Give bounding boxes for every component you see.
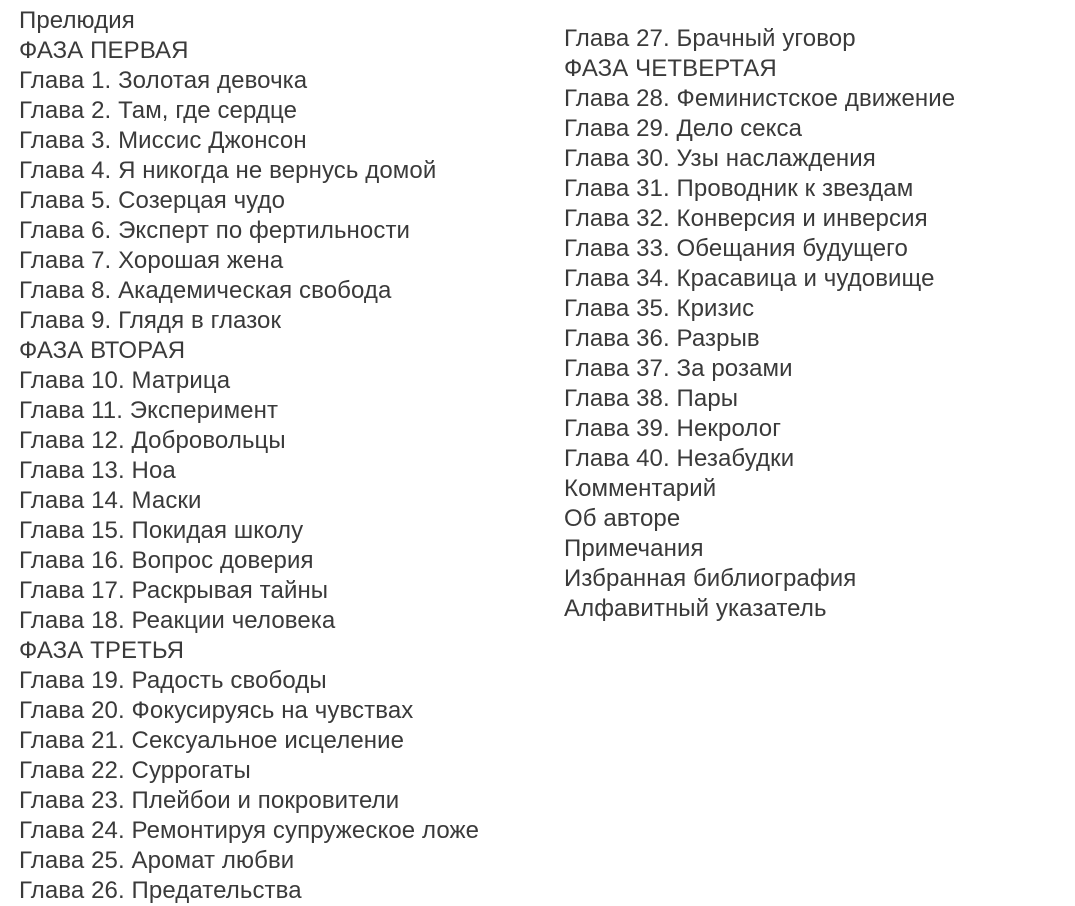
toc-entry-chapter-33: Глава 33. Обещания будущего bbox=[564, 235, 908, 262]
toc-entry-chapter-35: Глава 35. Кризис bbox=[564, 295, 755, 322]
toc-entry-chapter-36: Глава 36. Разрыв bbox=[564, 325, 760, 352]
toc-entry-chapter-22: Глава 22. Суррогаты bbox=[19, 757, 251, 784]
toc-left-column bbox=[19, 6, 559, 906]
toc-entry-chapter-29: Глава 29. Дело секса bbox=[564, 115, 803, 142]
toc-entry-chapter-1: Глава 1. Золотая девочка bbox=[19, 67, 308, 94]
toc-entry-chapter-14: Глава 14. Маски bbox=[19, 487, 202, 514]
toc-phase-four-heading: ФАЗА ЧЕТВЕРТАЯ bbox=[564, 55, 777, 82]
toc-entry-chapter-39: Глава 39. Некролог bbox=[564, 415, 782, 442]
toc-entry-chapter-2: Глава 2. Там, где сердце bbox=[19, 97, 298, 124]
toc-entry-chapter-4: Глава 4. Я никогда не вернусь домой bbox=[19, 157, 437, 184]
toc-entry-commentary: Комментарий bbox=[564, 475, 717, 502]
toc-entry-chapter-38: Глава 38. Пары bbox=[564, 385, 739, 412]
toc-phase-one-heading: ФАЗА ПЕРВАЯ bbox=[19, 37, 189, 64]
toc-entry-chapter-13: Глава 13. Ноа bbox=[19, 457, 176, 484]
toc-entry-about-author: Об авторе bbox=[564, 505, 681, 532]
toc-right-column bbox=[564, 24, 1064, 624]
toc-entry-chapter-24: Глава 24. Ремонтируя супружеское ложе bbox=[19, 817, 480, 844]
toc-entry-chapter-37: Глава 37. За розами bbox=[564, 355, 793, 382]
toc-entry-notes: Примечания bbox=[564, 535, 704, 562]
toc-entry-chapter-20: Глава 20. Фокусируясь на чувствах bbox=[19, 697, 414, 724]
toc-entry-chapter-21: Глава 21. Сексуальное исцеление bbox=[19, 727, 405, 754]
toc-entry-chapter-18: Глава 18. Реакции человека bbox=[19, 607, 336, 634]
toc-entry-chapter-8: Глава 8. Академическая свобода bbox=[19, 277, 392, 304]
toc-entry-chapter-34: Глава 34. Красавица и чудовище bbox=[564, 265, 935, 292]
toc-entry-chapter-7: Глава 7. Хорошая жена bbox=[19, 247, 284, 274]
toc-entry-chapter-6: Глава 6. Эксперт по фертильности bbox=[19, 217, 411, 244]
toc-entry-prelude: Прелюдия bbox=[19, 7, 135, 34]
toc-entry-chapter-9: Глава 9. Глядя в глазок bbox=[19, 307, 282, 334]
toc-entry-chapter-5: Глава 5. Созерцая чудо bbox=[19, 187, 286, 214]
toc-phase-two-heading: ФАЗА ВТОРАЯ bbox=[19, 337, 186, 364]
toc-entry-chapter-32: Глава 32. Конверсия и инверсия bbox=[564, 205, 928, 232]
toc-phase-three-heading: ФАЗА ТРЕТЬЯ bbox=[19, 637, 185, 664]
toc-entry-bibliography: Избранная библиография bbox=[564, 565, 857, 592]
toc-entry-chapter-10: Глава 10. Матрица bbox=[19, 367, 231, 394]
toc-entry-chapter-17: Глава 17. Раскрывая тайны bbox=[19, 577, 329, 604]
toc-entry-chapter-25: Глава 25. Аромат любви bbox=[19, 847, 295, 874]
toc-entry-chapter-11: Глава 11. Эксперимент bbox=[19, 397, 279, 424]
toc-entry-chapter-3: Глава 3. Миссис Джонсон bbox=[19, 127, 307, 154]
toc-entry-chapter-16: Глава 16. Вопрос доверия bbox=[19, 547, 314, 574]
toc-entry-chapter-31: Глава 31. Проводник к звездам bbox=[564, 175, 914, 202]
toc-entry-chapter-23: Глава 23. Плейбои и покровители bbox=[19, 787, 400, 814]
toc-entry-chapter-19: Глава 19. Радость свободы bbox=[19, 667, 327, 694]
toc-entry-chapter-27: Глава 27. Брачный уговор bbox=[564, 25, 856, 52]
toc-entry-chapter-26: Глава 26. Предательства bbox=[19, 877, 302, 904]
toc-entry-chapter-30: Глава 30. Узы наслаждения bbox=[564, 145, 876, 172]
toc-entry-chapter-12: Глава 12. Добровольцы bbox=[19, 427, 286, 454]
toc-entry-chapter-40: Глава 40. Незабудки bbox=[564, 445, 795, 472]
toc-entry-index: Алфавитный указатель bbox=[564, 595, 827, 622]
toc-entry-chapter-15: Глава 15. Покидая школу bbox=[19, 517, 304, 544]
toc-entry-chapter-28: Глава 28. Феминистское движение bbox=[564, 85, 956, 112]
